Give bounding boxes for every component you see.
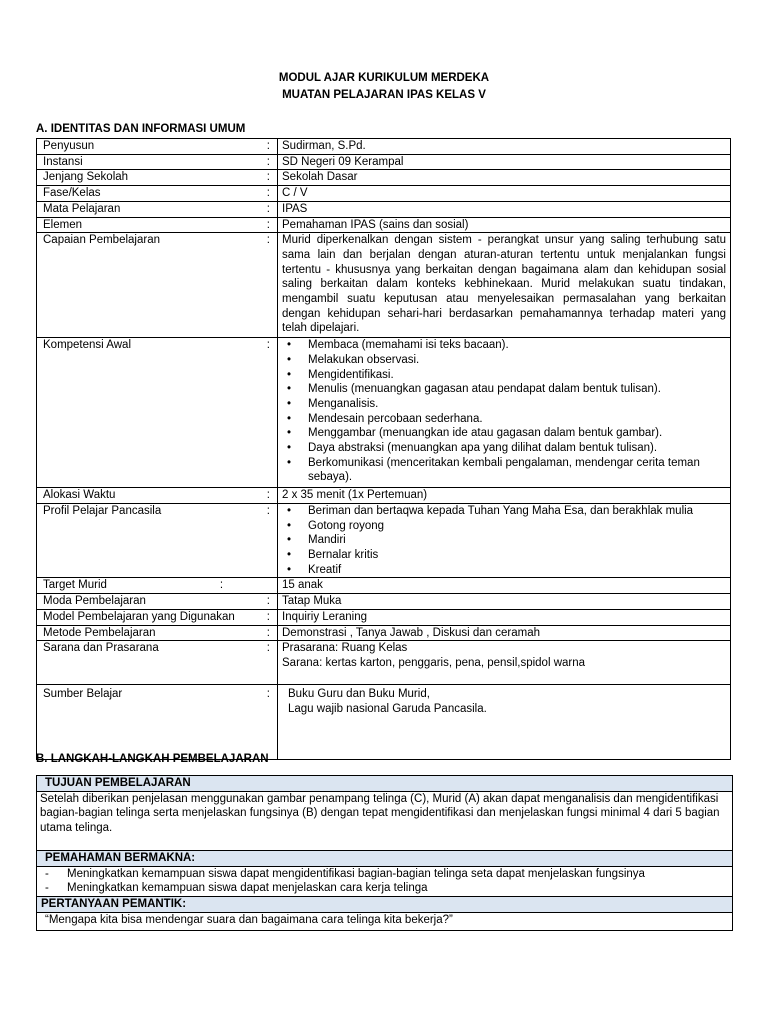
kompetensi-list bbox=[282, 338, 726, 485]
row-label: Model Pembelajaran yang Digunakan bbox=[43, 610, 235, 623]
table-row bbox=[37, 896, 733, 912]
pertanyaan-text: “Mengapa kita bisa mendengar suara dan bagaimana cara telinga kita bekerja?” bbox=[37, 912, 733, 931]
elemen-value: Pemahaman IPAS (sains dan sosial) bbox=[278, 217, 731, 233]
row-label: Jenjang Sekolah bbox=[43, 171, 129, 184]
table-row: Kompetensi Awal : • Membaca (memahami isi teks bacaan). • Melakukan observasi. • Mengidentifikasi. • Menulis (menuangkan gagasan atau pendapat dalam bentuk tulisan). • Menganalisis. • Mendesain percobaan sederhana. • Menggambar (menuangkan ide atau gagasan dalam bentuk gambar). • Daya abstraksi (menuangkan apa yang dilihat dalam bentuk tulisan). • Berkomunikasi (menceritakan kembali pengalaman, mendengar cerita teman sebaya). bbox=[37, 338, 731, 488]
tujuan-header: TUJUAN PEMBELAJARAN bbox=[37, 776, 733, 792]
list-item: • Melakukan observasi. bbox=[282, 353, 726, 368]
section-a-heading: A. IDENTITAS DAN INFORMASI UMUM bbox=[36, 123, 246, 135]
profil-list bbox=[282, 504, 726, 578]
row-label: Fase/Kelas bbox=[43, 187, 101, 200]
tujuan-text: Setelah diberikan penjelasan menggunakan gambar penampang telinga (C), Murid (A) akan dapat menganalisis dan mengidentifikasi bagian-bagian telinga serta menjelaskan fungsinya (B) dengan tepat mengidentifikasi dan menjelaskan fungsi minimal 4 dari 5 bagian utama telinga. bbox=[37, 791, 733, 850]
list-item: • Mengidentifikasi. bbox=[282, 368, 726, 383]
sumber-value-1: Buku Guru dan Buku Murid, bbox=[288, 688, 430, 701]
alokasi-value: 2 x 35 menit (1x Pertemuan) bbox=[278, 488, 731, 504]
list-item: • Mendesain percobaan sederhana. bbox=[282, 412, 726, 427]
table-row: Elemen : Pemahaman IPAS (sains dan sosial) bbox=[37, 217, 731, 233]
table-row: Penyusun : Sudirman, S.Pd. bbox=[37, 139, 731, 155]
list-item: - Meningkatkan kemampuan siswa dapat menjelaskan cara kerja telinga bbox=[37, 881, 729, 896]
metode-value: Demonstrasi , Tanya Jawab , Diskusi dan ceramah bbox=[278, 625, 731, 641]
row-label: Sumber Belajar bbox=[43, 688, 123, 701]
row-label: Elemen bbox=[43, 218, 82, 231]
section-b-heading: B. LANGKAH-LANGKAH PEMBELAJARAN bbox=[36, 753, 269, 765]
list-item: • Gotong royong bbox=[282, 519, 726, 534]
fase-value: C / V bbox=[278, 186, 731, 202]
row-label: Target Murid bbox=[43, 579, 107, 592]
table-row: Instansi : SD Negeri 09 Kerampal bbox=[37, 154, 731, 170]
list-item: - Meningkatkan kemampuan siswa dapat mengidentifikasi bagian-bagian telinga seta dapat menjelaskan fungsinya bbox=[37, 867, 729, 882]
table-row: Fase/Kelas : C / V bbox=[37, 186, 731, 202]
model-value: Inquiriy Leraning bbox=[278, 609, 731, 625]
learning-steps-table bbox=[36, 775, 733, 931]
table-row: Jenjang Sekolah : Sekolah Dasar bbox=[37, 170, 731, 186]
table-row: Target Murid : 15 anak bbox=[37, 578, 731, 594]
table-row: Profil Pelajar Pancasila : • Beriman dan bertaqwa kepada Tuhan Yang Maha Esa, dan berakhlak mulia • Gotong royong • Mandiri • Bernalar kritis • Kreatif bbox=[37, 503, 731, 578]
row-label: Capaian Pembelajaran bbox=[43, 234, 160, 247]
table-row bbox=[37, 791, 733, 850]
sarana-value: Sarana: kertas karton, penggaris, pena, pensil,spidol warna bbox=[282, 656, 586, 669]
list-item: • Mandiri bbox=[282, 533, 726, 548]
row-label: Sarana dan Prasarana bbox=[43, 642, 159, 655]
table-row: Sarana dan Prasarana : Prasarana: Ruang Kelas Sarana: kertas karton, penggaris, pena, pensil,spidol warna bbox=[37, 641, 731, 685]
table-row: Metode Pembelajaran : Demonstrasi , Tanya Jawab , Diskusi dan ceramah bbox=[37, 625, 731, 641]
list-item: • Menggambar (menuangkan ide atau gagasan dalam bentuk gambar). bbox=[282, 426, 726, 441]
row-label: Kompetensi Awal bbox=[43, 339, 132, 352]
penyusun-value: Sudirman, S.Pd. bbox=[278, 139, 731, 155]
list-item: • Berkomunikasi (menceritakan kembali pengalaman, mendengar cerita teman sebaya). bbox=[282, 456, 726, 485]
list-item: • Membaca (memahami isi teks bacaan). bbox=[282, 338, 726, 353]
pertanyaan-header: PERTANYAAN PEMANTIK: bbox=[37, 896, 733, 912]
target-value: 15 anak bbox=[278, 578, 731, 594]
row-label: Instansi bbox=[43, 155, 83, 168]
table-row bbox=[37, 866, 733, 896]
sumber-value-2: Lagu wajib nasional Garuda Pancasila. bbox=[288, 702, 487, 715]
list-item: • Beriman dan bertaqwa kepada Tuhan Yang Maha Esa, dan berakhlak mulia bbox=[282, 504, 726, 519]
identity-table bbox=[36, 138, 731, 760]
moda-value: Tatap Muka bbox=[278, 594, 731, 610]
table-row bbox=[37, 776, 733, 792]
row-label: Penyusun bbox=[43, 140, 95, 152]
table-row bbox=[37, 850, 733, 866]
table-row: Capaian Pembelajaran : Murid diperkenalkan dengan sistem - perangkat unsur yang saling terhubung satu sama lain dan berjalan dengan aturan-aturan tertentu untuk menjalankan fungsi tertentu - khususnya yang berkaitan dengan bagaimana alam dan kehidupan sosial saling berkaitan dalam konteks kebhinekaan. Murid melakukan suatu tindakan, mengambil suatu keputusan atau menyelesaikan permasalahan yang berkaitan dengan kehidupan sehari-hari berdasarkan pemahamannya terhadap materi yang telah dipelajari. bbox=[37, 233, 731, 338]
document-title: MODUL AJAR KURIKULUM MERDEKA bbox=[278, 72, 490, 84]
row-label: Metode Pembelajaran bbox=[43, 626, 156, 639]
jenjang-value: Sekolah Dasar bbox=[278, 170, 731, 186]
list-item: • Bernalar kritis bbox=[282, 548, 726, 563]
table-row: Mata Pelajaran : IPAS bbox=[37, 201, 731, 217]
list-item: • Daya abstraksi (menuangkan apa yang dilihat dalam bentuk tulisan). bbox=[282, 441, 726, 456]
mapel-value: IPAS bbox=[278, 201, 731, 217]
row-label: Alokasi Waktu bbox=[43, 489, 116, 502]
table-row bbox=[37, 912, 733, 931]
table-row: Moda Pembelajaran : Tatap Muka bbox=[37, 594, 731, 610]
table-row: Model Pembelajaran yang Digunakan : Inquiriy Leraning bbox=[37, 609, 731, 625]
capaian-value: Murid diperkenalkan dengan sistem - perangkat unsur yang saling terhubung satu sama lain dan berjalan dengan aturan-aturan tertentu untuk menjalankan fungsi tertentu - khususnya yang berkaitan dengan bagaimana alam dan kehidupan sosial saling berkaitan dalam konteks kebhinekaan. Murid melakukan suatu tindakan, mengambil suatu keputusan atau menyelesaikan permasalahan yang berkaitan dengan kehidupan sehari-hari berdasarkan pemahamannya terhadap materi yang telah dipelajari. bbox=[278, 233, 731, 338]
pemahaman-list bbox=[37, 867, 729, 896]
instansi-value: SD Negeri 09 Kerampal bbox=[278, 154, 731, 170]
list-item: • Kreatif bbox=[282, 563, 726, 578]
list-item: • Menganalisis. bbox=[282, 397, 726, 412]
pemahaman-header: PEMAHAMAN BERMAKNA: bbox=[37, 850, 733, 866]
list-item: • Menulis (menuangkan gagasan atau pendapat dalam bentuk tulisan). bbox=[282, 382, 726, 397]
table-row: Alokasi Waktu : 2 x 35 menit (1x Pertemuan) bbox=[37, 488, 731, 504]
row-label: Moda Pembelajaran bbox=[43, 595, 146, 608]
document-subtitle: MUATAN PELAJARAN IPAS KELAS V bbox=[282, 89, 486, 101]
row-label: Profil Pelajar Pancasila bbox=[43, 504, 162, 517]
table-row: Sumber Belajar : Buku Guru dan Buku Murid, Lagu wajib nasional Garuda Pancasila. bbox=[37, 685, 731, 760]
row-label: Mata Pelajaran bbox=[43, 202, 121, 215]
prasarana-value: Prasarana: Ruang Kelas bbox=[282, 642, 408, 655]
